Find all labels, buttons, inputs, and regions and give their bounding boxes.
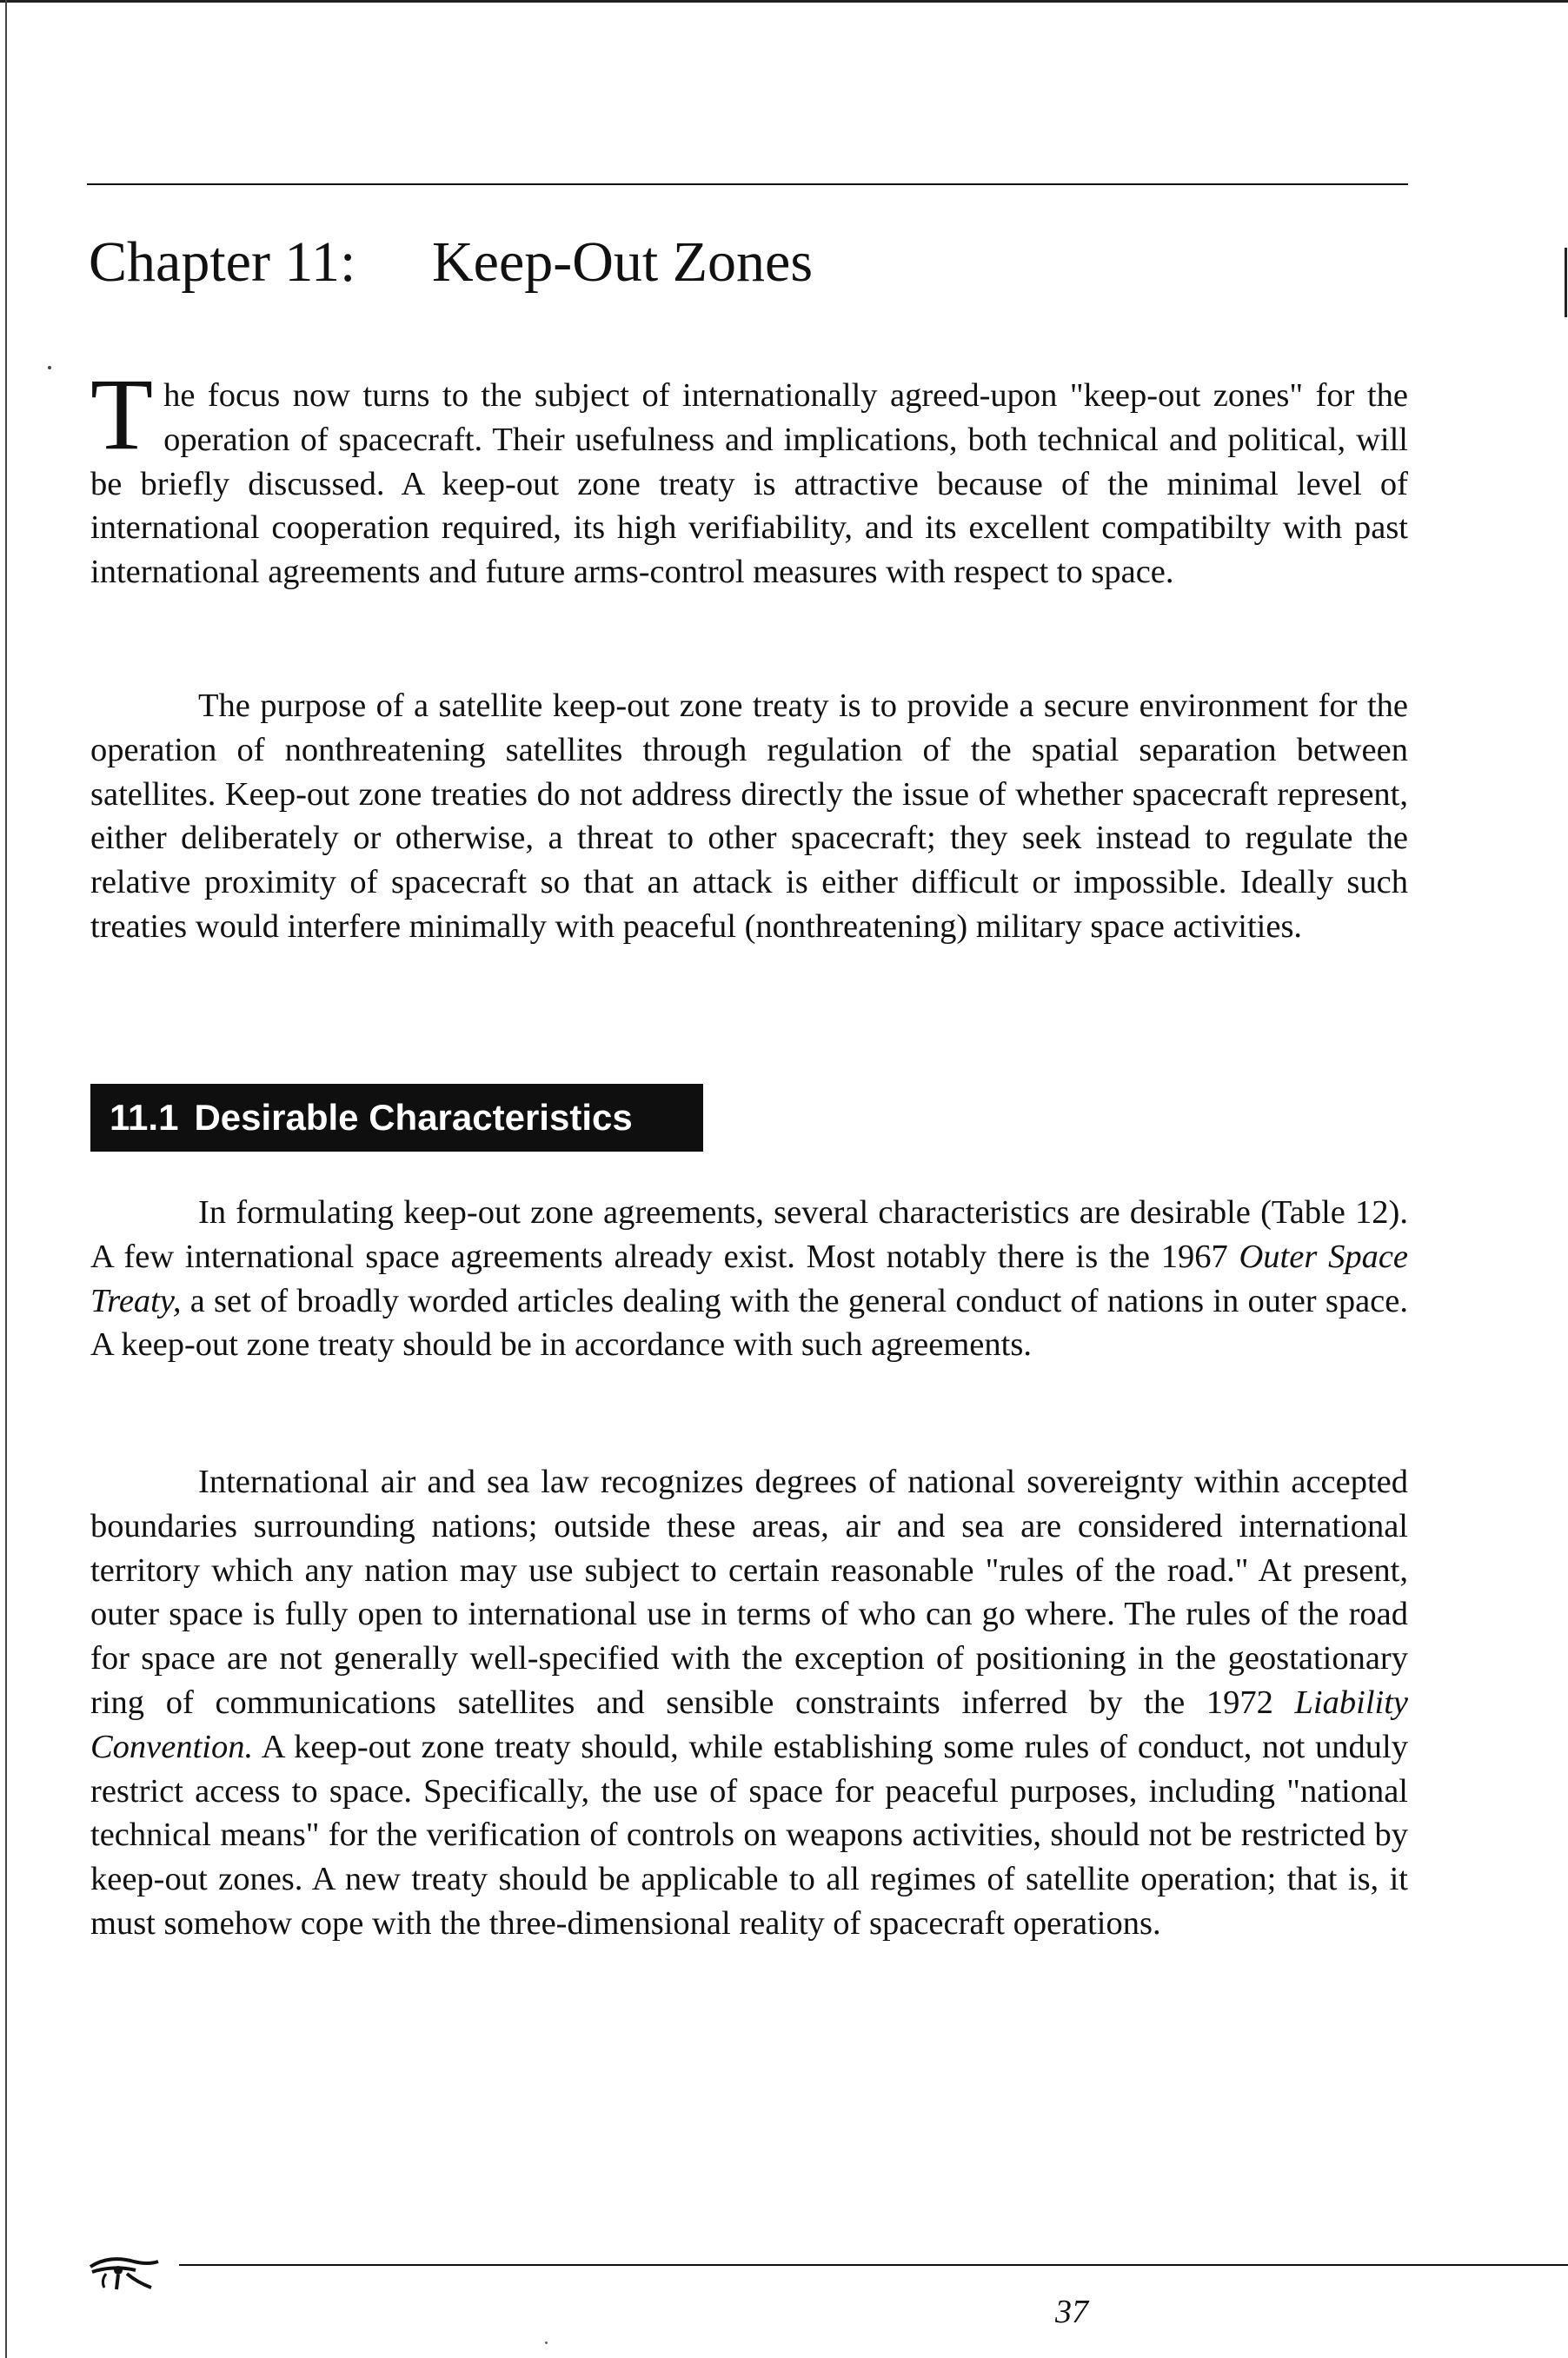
paragraph-characteristics <box>90 1191 1408 1367</box>
margin-mark <box>1565 248 1567 317</box>
intro-paragraph-text: he focus now turns to the subject of internationally agreed-upon "keep-out zones" for the operation of spacecraft. Their usefulness and implications, both technical and political, will be briefly discussed. A keep-out zone treaty is attractive because of the minimal level of international cooperation required, its high verifiability, and its excellent compatibilty with past international agreements and future arms-control measures with respect to space. <box>90 377 1408 591</box>
treaty-name-italic: Outer Space Treaty, <box>90 1238 1409 1319</box>
header-rule <box>87 183 1408 185</box>
paragraph-characteristics-text-2: a set of broadly worded articles dealing with the general conduct of nations in outer space. A keep-out zone treaty should be in accordance with such agreements. <box>90 1282 1408 1364</box>
page-left-edge <box>5 0 7 2358</box>
intro-paragraph <box>90 357 1408 594</box>
chapter-title: Keep-Out Zones <box>432 230 814 294</box>
chapter-number: Chapter 11: <box>89 230 356 294</box>
footer-rule <box>179 2264 1568 2266</box>
paragraph-characteristics-text-1: In formulating keep-out zone agreements, several characteristics are desirable (Table 12). A few international space agreements already exist. Most notably there is the 1967 <box>90 1194 1408 1275</box>
section-heading <box>90 1084 703 1152</box>
section-number: 11.1 <box>110 1097 179 1138</box>
paragraph-air-sea-law <box>90 1460 1408 1946</box>
drop-cap: T <box>90 357 154 471</box>
stray-mark <box>545 2341 548 2344</box>
paragraph-air-sea-law-text-2: A keep-out zone treaty should, while establishing some rules of conduct, not unduly restrict access to space. Specifically, the use of space for peaceful purposes, including "national technical means" for the verification of controls on weapons activities, should not be restricted by keep-out zones. A new treaty should be applicable to all regimes of satellite operation; that is, it must somehow cope with the three-dimensional reality of spacecraft operations. <box>90 1728 1408 1942</box>
paragraph-air-sea-law-text-1: International air and sea law recognizes degrees of national sovereignty within accepted boundaries surrounding nations; outside these areas, air and sea are considered international territory which any nation may use subject to certain reasonable "rules of the road." At present, outer space is fully open to international use in terms of who can go where. The rules of the road for space are not generally well-specified with the exception of positioning in the geostationary ring of communications satellites and sensible constraints inferred by the 1972 <box>90 1464 1408 1721</box>
chapter-heading <box>89 228 813 297</box>
page-top-edge <box>0 0 1568 3</box>
stray-dot <box>48 366 51 369</box>
convention-name-italic: Liability Convention. <box>90 1684 1408 1765</box>
eye-of-horus-icon <box>83 2253 167 2293</box>
page-number: 37 <box>1055 2294 1088 2330</box>
paragraph-purpose: The purpose of a satellite keep-out zone treaty is to provide a secure environment for the operation of nonthreatening satellites through regulation of the spatial separation between satellites. Keep-out zone treaties do not address directly the issue of whether spacecraft represent, either deliberately or otherwise, a threat to other spacecraft; they seek instead to regulate the relative proximity of spacecraft so that an attack is either difficult or impossible. Ideally such treaties would interfere minimally with peaceful (nonthreatening) military space activities. <box>90 687 1408 945</box>
section-title: Desirable Characteristics <box>194 1097 633 1138</box>
